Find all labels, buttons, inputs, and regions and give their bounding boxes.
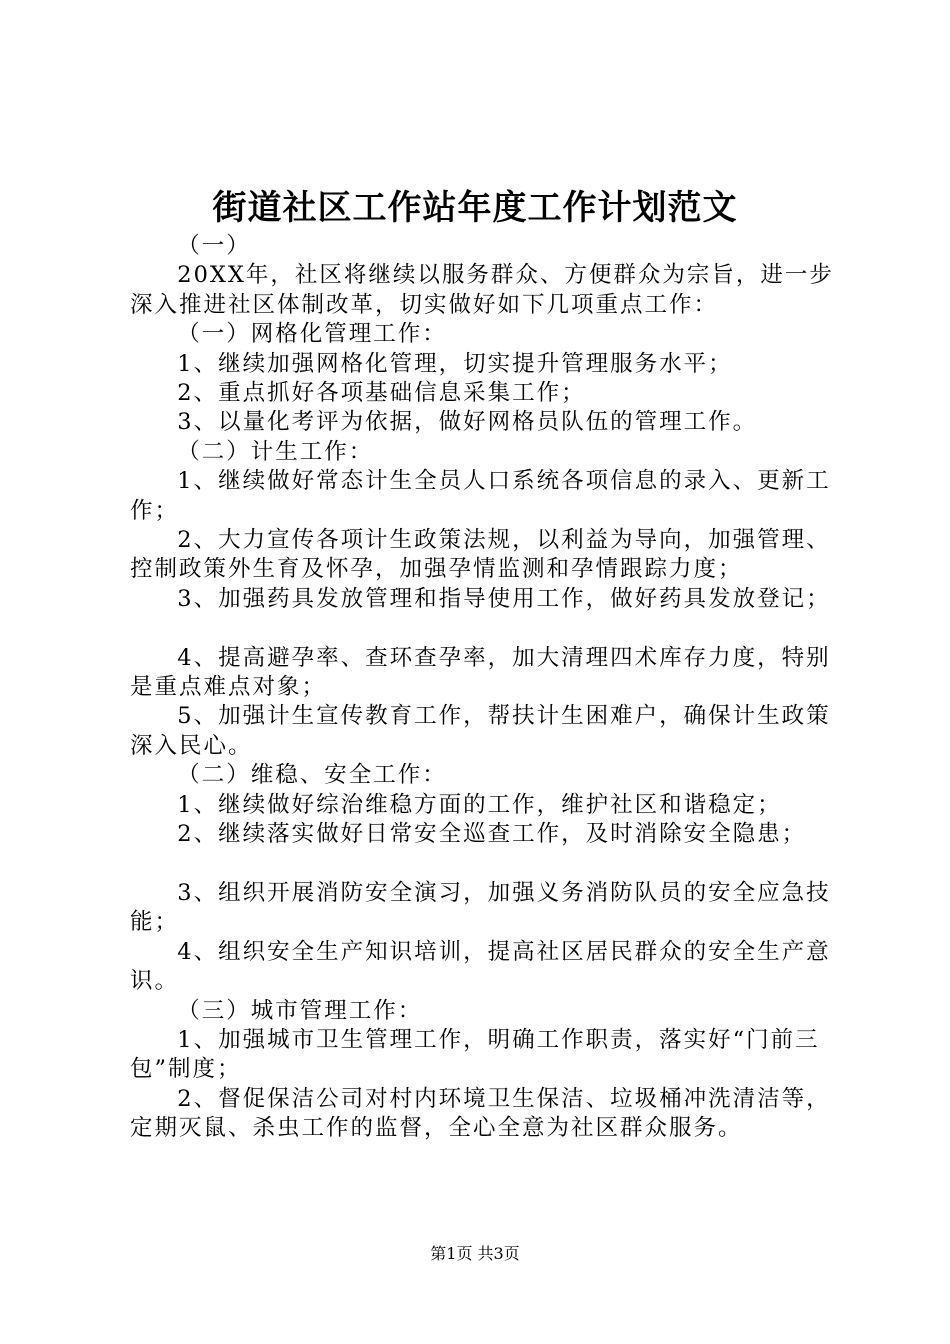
paragraph: 1、加强城市卫生管理工作，明确工作职责，落实好“门前三包”制度； bbox=[130, 1026, 820, 1083]
paragraph: 1、继续做好综治维稳方面的工作，维护社区和谐稳定； bbox=[177, 791, 782, 818]
paragraph: 3、以量化考评为依据，做好网格员队伍的管理工作。 bbox=[177, 409, 758, 436]
paragraph: 1、继续加强网格化管理，切实提升管理服务水平； bbox=[177, 350, 733, 377]
paragraph: 3、加强药具发放管理和指导使用工作，做好药具发放登记； bbox=[177, 585, 831, 612]
paragraph: （一） bbox=[177, 233, 251, 259]
paragraph: 5、加强计生宣传教育工作，帮扶计生困难户，确保计生政策深入民心。 bbox=[130, 703, 831, 759]
paragraph: （二）维稳、安全工作： bbox=[177, 762, 447, 789]
document-body bbox=[130, 232, 850, 1144]
paragraph: （三）城市管理工作： bbox=[177, 997, 423, 1024]
paragraph: （二）计生工作： bbox=[177, 438, 374, 465]
paragraph: 2、重点抓好各项基础信息采集工作； bbox=[177, 380, 586, 407]
paragraph: 2、大力宣传各项计生政策法规，以利益为导向，加强管理、控制政策外生育及怀孕，加强孕情监测和孕情跟踪力度； bbox=[130, 527, 831, 583]
paragraph: 20XX年，社区将继续以服务群众、方便群众为宗旨，进一步深入推进社区体制改革，切实做好如下几项重点工作： bbox=[130, 262, 834, 318]
paragraph: 1、继续做好常态计生全员人口系统各项信息的录入、更新工作； bbox=[130, 468, 831, 524]
page-footer: 第1页 共3页 bbox=[430, 1244, 520, 1263]
paragraph: 4、组织安全生产知识培训，提高社区居民群众的安全生产意识。 bbox=[130, 938, 831, 995]
paragraph: 2、督促保洁公司对村内环境卫生保洁、垃圾桶冲洗清洁等，定期灭鼠、杀虫工作的监督，全心全意为社区群众服务。 bbox=[130, 1085, 831, 1142]
paragraph: （一）网格化管理工作： bbox=[177, 321, 447, 348]
paragraph: 3、组织开展消防安全演习，加强义务消防队员的安全应急技能； bbox=[130, 879, 831, 936]
page-title: 街道社区工作站年度工作计划范文 bbox=[212, 188, 738, 228]
paragraph: 4、提高避孕率、查环查孕率，加大清理四术库存力度，特别是重点难点对象； bbox=[130, 644, 831, 701]
paragraph: 2、继续落实做好日常安全巡查工作，及时消除安全隐患； bbox=[177, 821, 807, 848]
